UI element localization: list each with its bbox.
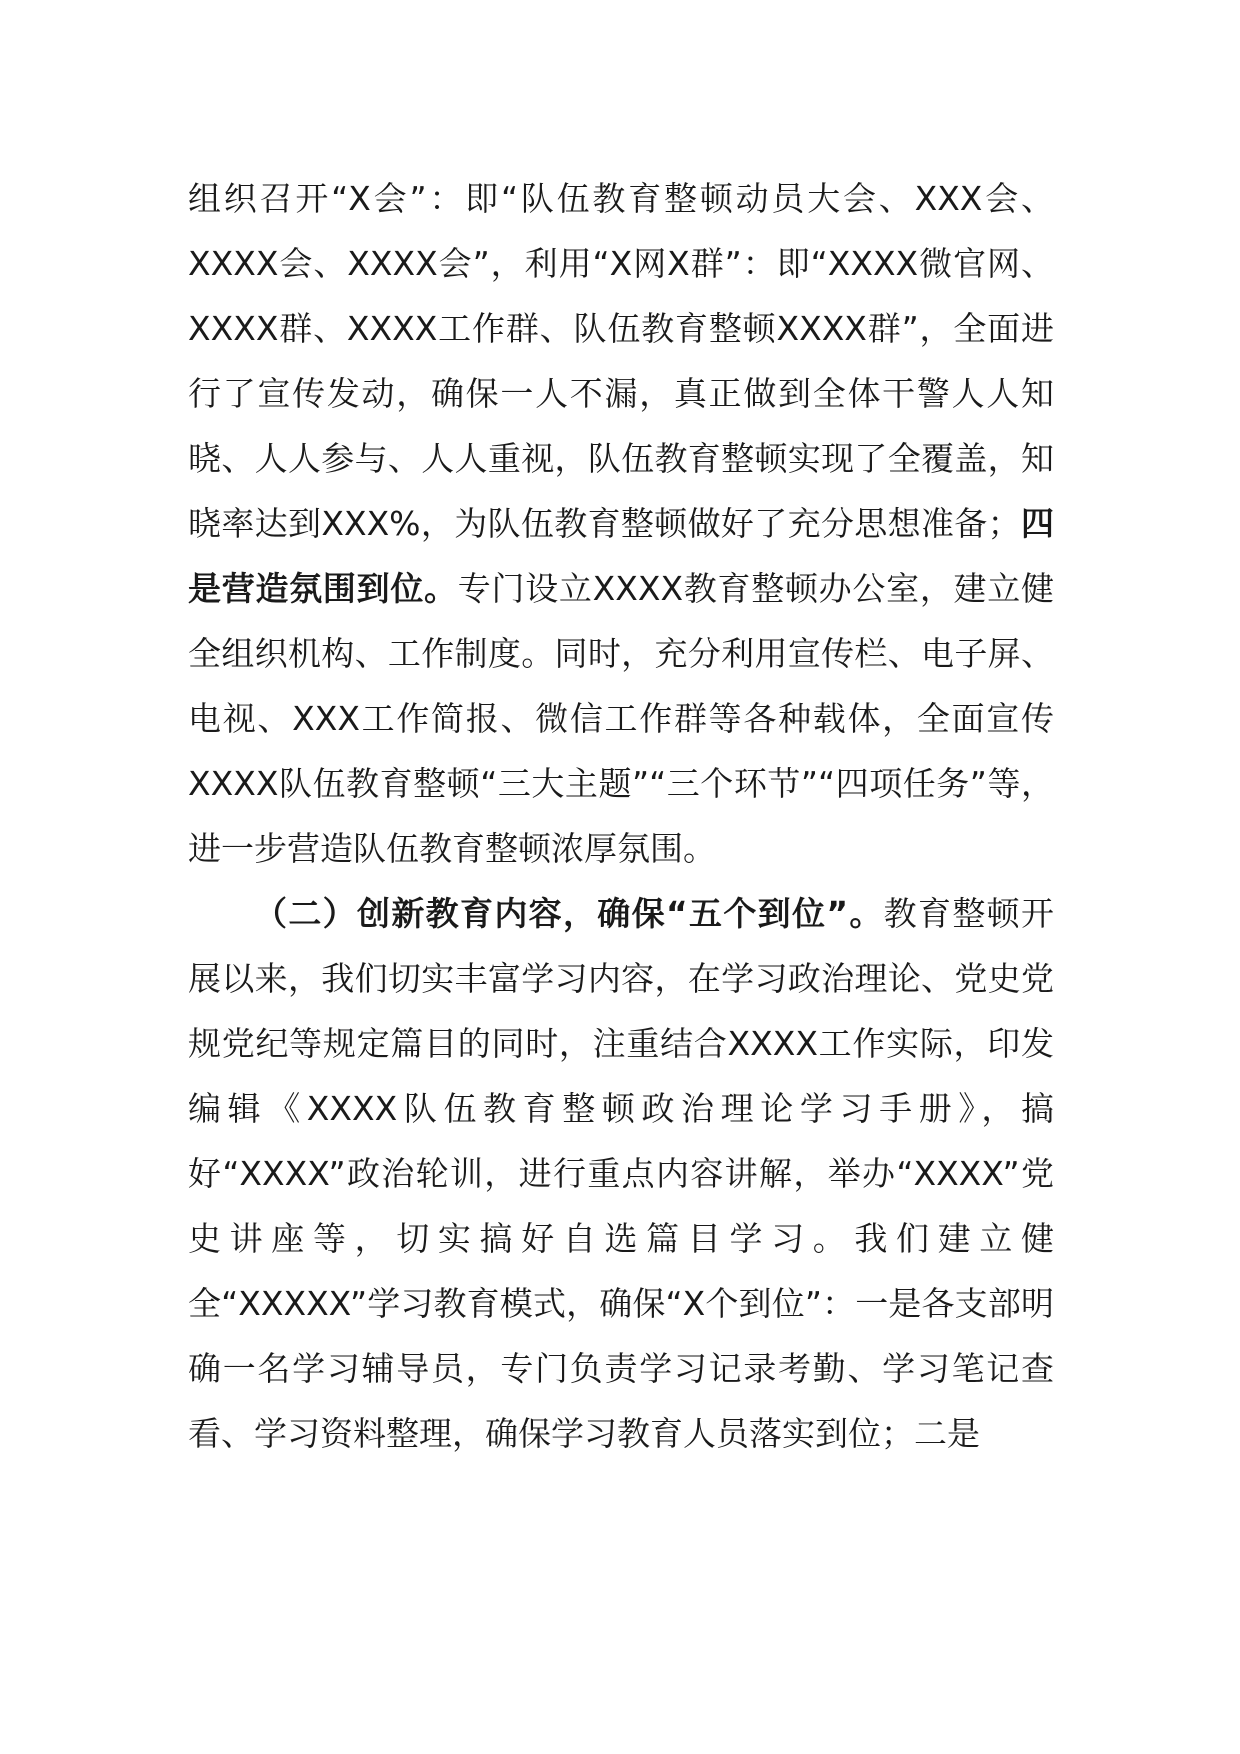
paragraph-2-heading: （二）创新教育内容，确保“五个到位”。: [254, 894, 884, 933]
paragraph-2-text: 教育整顿开展以来，我们切实丰富学习内容，在学习政治理论、党史党规党纪等规定篇目的同时，注重结合XXXX工作实际，印发编辑《XXXX队伍教育整顿政治理论学习手册》，搞好“XXXX”政治轮训，进行重点内容讲解，举办“XXXX”党史讲座等，切实搞好自选篇目学习。我们建立健全“XXXXX”学习教育模式，确保“X个到位”：一是各支部明确一名学习辅导员，专门负责学习记录考勤、学习笔记查看、学习资料整理，确保学习教育人员落实到位；二是: [188, 894, 1054, 1453]
paragraph-1-text-a: 组织召开“X会”：即“队伍教育整顿动员大会、XXX会、XXXX会、XXXX会”，利用“X网X群”：即“XXXX微官网、XXXX群、XXXX工作群、队伍教育整顿XXXX群”，全面进行了宣传发动，确保一人不漏，真正做到全体干警人人知晓、人人参与、人人重视，队伍教育整顿实现了全覆盖，知晓率达到XXX%，为队伍教育整顿做好了充分思想准备；: [188, 179, 1054, 543]
paragraph-1: [188, 166, 1054, 881]
body-text: [188, 166, 1054, 1466]
paragraph-1-text-c: 专门设立XXXX教育整顿办公室，建立健全组织机构、工作制度。同时，充分利用宣传栏、电子屏、电视、XXX工作简报、微信工作群等各种载体，全面宣传XXXX队伍教育整顿“三大主题”“三个环节”“四项任务”等，进一步营造队伍教育整顿浓厚氛围。: [188, 569, 1054, 868]
paragraph-1-heading-b: 四是营造氛围到位。: [188, 504, 1054, 608]
paragraph-2: [188, 881, 1054, 1466]
